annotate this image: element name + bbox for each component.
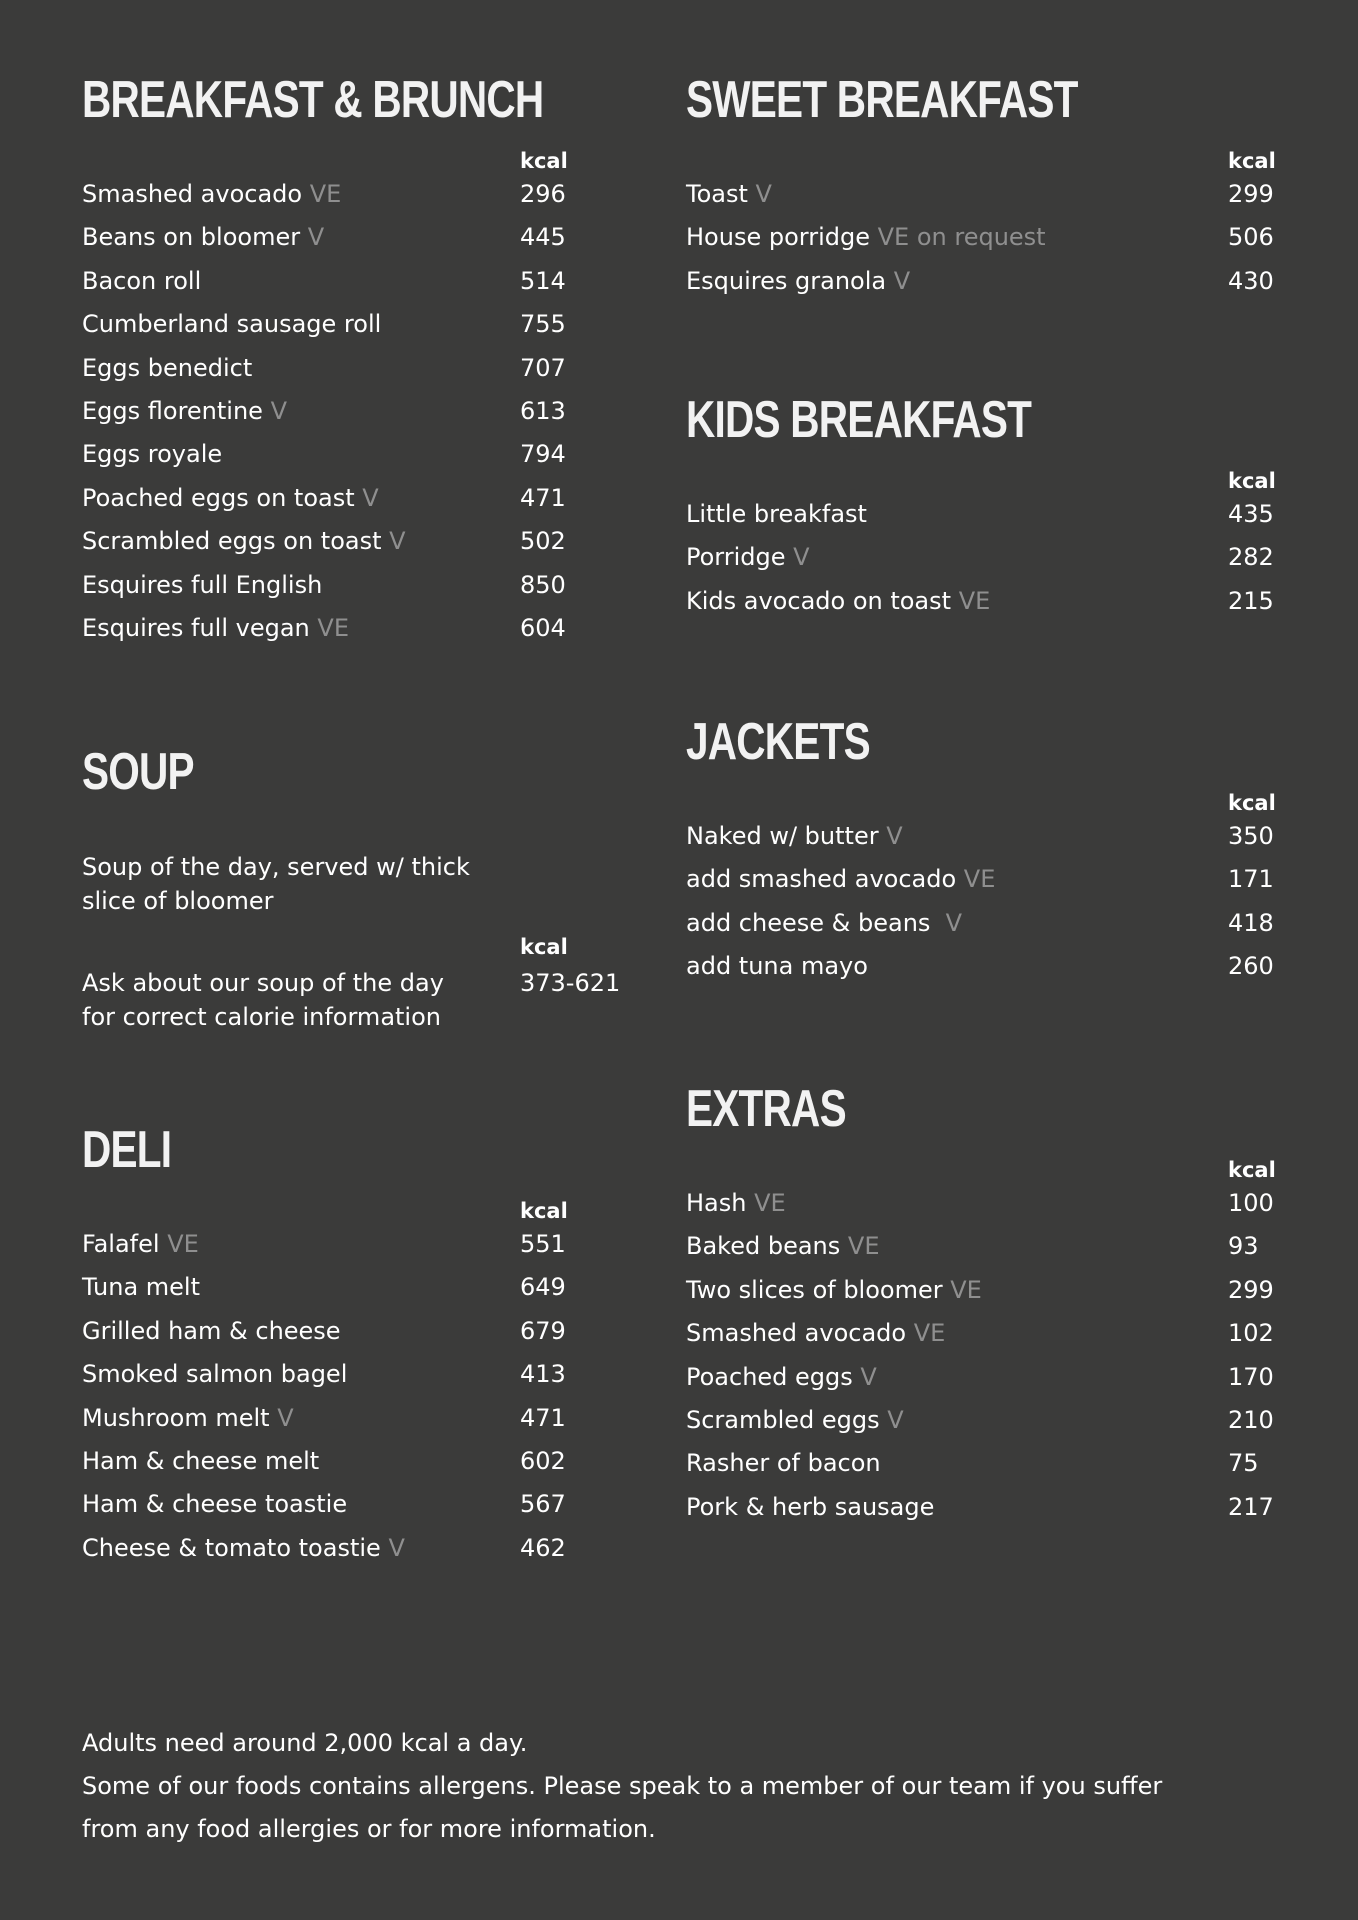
allergen-note-line1: Some of our foods contains allergens. Please speak to a member of our team if you suffer	[82, 1772, 1163, 1800]
menu-item-name	[82, 1441, 319, 1481]
menu-item-row	[82, 521, 640, 561]
item-name-text: Eggs florentine	[82, 397, 263, 425]
menu-item-name	[82, 304, 381, 344]
diet-tag: V	[277, 1403, 294, 1432]
menu-item-row	[686, 1357, 1348, 1397]
item-name-text: Beans on bloomer	[82, 223, 301, 252]
item-name-text: Naked w/ butter	[686, 822, 879, 850]
menu-item-row	[686, 537, 1348, 577]
menu-item-kcal: 604	[520, 614, 566, 642]
diet-tag: V	[793, 543, 810, 572]
deli-section	[82, 1120, 642, 1580]
menu-item-row	[82, 608, 640, 648]
diet-tag: V	[887, 1406, 904, 1434]
menu-item-kcal: 299	[1228, 1275, 1274, 1304]
menu-item-kcal: 707	[520, 353, 566, 382]
menu-item-row	[686, 174, 1348, 214]
kcal-column-header: kcal	[1228, 1158, 1276, 1182]
item-name-text: Porridge	[686, 543, 786, 572]
sweet-breakfast-section	[686, 70, 1286, 310]
menu-item-kcal: 210	[1228, 1406, 1274, 1434]
menu-item-name	[686, 1357, 877, 1397]
daily-kcal-note: Adults need around 2,000 kcal a day.	[82, 1729, 528, 1757]
menu-item-row	[82, 1267, 640, 1307]
item-name-text: Ham & cheese toastie	[82, 1490, 348, 1519]
menu-item-row	[82, 1354, 640, 1394]
menu-item-kcal: 567	[520, 1490, 566, 1519]
menu-item-kcal: 506	[1228, 223, 1274, 252]
item-name-text: Poached eggs on toast	[82, 483, 355, 512]
menu-item-kcal: 296	[520, 180, 566, 208]
menu-item-kcal: 613	[520, 397, 566, 425]
menu-item-row	[686, 1400, 1348, 1440]
item-name-text: Toast	[686, 180, 748, 208]
menu-item-name	[82, 1398, 294, 1438]
section-title: DELI	[82, 1121, 172, 1179]
menu-item-name	[82, 348, 252, 388]
jackets-section	[686, 712, 1286, 1002]
menu-item-row	[686, 1183, 1348, 1223]
menu-item-name	[686, 581, 990, 621]
menu-item-row	[686, 217, 1348, 257]
menu-item-name	[82, 1484, 347, 1524]
item-name-text: Cumberland sausage roll	[82, 310, 382, 339]
menu-item-row	[82, 348, 640, 388]
menu-item-kcal: 502	[520, 527, 566, 556]
item-name-text: Kids avocado on toast	[686, 586, 952, 615]
kcal-column-header: kcal	[520, 149, 568, 173]
menu-item-name	[686, 261, 910, 301]
item-name-text: Esquires full English	[82, 570, 323, 599]
menu-item-name	[82, 608, 349, 648]
menu-item-kcal: 551	[520, 1230, 566, 1258]
menu-item-kcal: 217	[1228, 1492, 1274, 1521]
item-name-text: Scrambled eggs	[686, 1406, 880, 1434]
diet-tag: VE	[847, 1232, 880, 1261]
menu-item-name	[686, 537, 810, 577]
allergen-note-line2: from any food allergies or for more information.	[82, 1815, 656, 1843]
item-name-text: Eggs royale	[82, 440, 223, 469]
menu-item-name	[686, 946, 868, 986]
menu-item-kcal: 170	[1228, 1362, 1274, 1391]
menu-item-kcal: 350	[1228, 822, 1274, 850]
menu-item-name	[686, 1487, 934, 1527]
kcal-column-header: kcal	[1228, 469, 1276, 493]
diet-tag: VE	[950, 1275, 982, 1304]
menu-item-kcal: 430	[1228, 266, 1274, 295]
diet-tag: VE	[913, 1319, 946, 1348]
item-name-text: Eggs benedict	[82, 353, 253, 382]
item-name-text: Two slices of bloomer	[686, 1275, 943, 1304]
menu-item-row	[82, 261, 640, 301]
menu-item-row	[82, 304, 640, 344]
menu-item-kcal: 514	[520, 266, 566, 295]
kids-breakfast-section	[686, 390, 1286, 630]
item-name-text: Falafel	[82, 1230, 160, 1258]
menu-item-kcal: 171	[1228, 865, 1274, 894]
menu-item-name	[686, 859, 995, 899]
section-title: EXTRAS	[686, 1080, 846, 1138]
menu-item-name	[82, 391, 287, 431]
menu-item-kcal: 93	[1228, 1232, 1259, 1261]
menu-item-row	[82, 217, 640, 257]
diet-tag: VE	[754, 1189, 786, 1217]
menu-item-name	[82, 1528, 405, 1568]
item-name-text: Rasher of bacon	[686, 1449, 881, 1478]
menu-item-name	[686, 1443, 881, 1483]
kcal-column-header: kcal	[1228, 791, 1276, 815]
menu-item-row	[82, 1484, 640, 1524]
menu-item-row	[82, 1528, 640, 1568]
menu-item-row	[82, 1441, 640, 1481]
item-name-text: Esquires full vegan	[82, 614, 310, 642]
menu-item-row	[686, 581, 1348, 621]
menu-item-name	[686, 217, 1046, 257]
soup-calorie-info: Ask about our soup of the day for correct calorie information	[82, 969, 444, 1031]
diet-tag: VE	[317, 614, 349, 642]
menu-item-kcal: 102	[1228, 1319, 1274, 1348]
menu-item-kcal: 445	[520, 223, 566, 252]
item-name-text: Esquires granola	[686, 266, 887, 295]
kcal-column-header: kcal	[1228, 149, 1276, 173]
menu-item-row	[686, 1487, 1348, 1527]
menu-item-name	[82, 1267, 200, 1307]
section-title: BREAKFAST & BRUNCH	[82, 71, 544, 129]
menu-item-name	[82, 174, 341, 214]
item-name-text: add smashed avocado	[686, 865, 957, 894]
item-name-text: House porridge	[686, 223, 870, 252]
diet-tag: VE	[963, 865, 996, 894]
menu-item-name	[686, 1270, 982, 1310]
menu-item-kcal: 850	[520, 570, 566, 599]
menu-item-name	[82, 565, 322, 605]
menu-item-row	[82, 478, 640, 518]
diet-tag: V	[270, 397, 287, 425]
item-name-text: Hash	[686, 1189, 747, 1217]
menu-item-name	[686, 1226, 880, 1266]
item-name-text: Poached eggs	[686, 1362, 853, 1391]
item-name-text: Mushroom melt	[82, 1403, 270, 1432]
diet-tag: VE	[309, 180, 342, 208]
menu-item-name	[82, 217, 324, 257]
item-name-text: add tuna mayo	[686, 952, 868, 981]
menu-item-name	[686, 1183, 786, 1223]
item-name-text: Grilled ham & cheese	[82, 1316, 341, 1345]
item-name-text: Cheese & tomato toastie	[82, 1533, 381, 1562]
menu-item-kcal: 794	[520, 440, 566, 469]
menu-item-kcal: 260	[1228, 952, 1274, 981]
menu-item-row	[686, 1270, 1348, 1310]
item-name-text: Smashed avocado	[82, 180, 303, 208]
diet-tag: V	[886, 822, 903, 850]
menu-item-name	[82, 1311, 341, 1351]
item-name-text: Scrambled eggs on toast	[82, 527, 382, 556]
menu-item-kcal: 649	[520, 1273, 566, 1302]
diet-tag: V	[307, 223, 325, 252]
menu-item-kcal: 471	[520, 483, 566, 512]
menu-item-kcal: 282	[1228, 543, 1274, 572]
menu-item-name	[686, 816, 903, 856]
menu-item-row	[686, 1443, 1348, 1483]
diet-tag: V	[893, 266, 911, 295]
menu-item-row	[82, 565, 640, 605]
menu-item-name	[686, 1400, 904, 1440]
menu-item-row	[82, 1224, 640, 1264]
item-name-text: Little breakfast	[686, 500, 867, 528]
menu-item-row	[686, 1313, 1348, 1353]
menu-item-row	[82, 391, 640, 431]
menu-item-row	[686, 946, 1348, 986]
menu-item-name	[686, 174, 772, 214]
item-name-text: Ham & cheese melt	[82, 1447, 320, 1475]
menu-item-name	[82, 434, 222, 474]
menu-item-kcal: 75	[1228, 1449, 1259, 1478]
menu-item-row	[686, 816, 1348, 856]
soup-description: Soup of the day, served w/ thick slice of bloomer	[82, 853, 470, 915]
item-name-text: Smashed avocado	[686, 1319, 907, 1348]
diet-tag: VE	[958, 586, 991, 615]
section-title: JACKETS	[686, 713, 870, 771]
menu-item-kcal: 602	[520, 1447, 566, 1475]
menu-item-kcal: 435	[1228, 500, 1274, 528]
menu-item-row	[686, 859, 1348, 899]
menu-item-kcal: 755	[520, 310, 566, 339]
menu-item-row	[82, 1311, 640, 1351]
menu-item-name	[82, 1224, 199, 1264]
item-name-text: add cheese & beans	[686, 908, 931, 937]
kcal-column-header: kcal	[520, 935, 568, 959]
diet-tag: V	[938, 908, 963, 937]
diet-tag: V	[362, 483, 379, 512]
menu-item-row	[686, 494, 1348, 534]
menu-item-kcal: 215	[1228, 586, 1274, 615]
menu-item-name	[82, 261, 201, 301]
breakfast-brunch-section	[82, 70, 642, 650]
footer-notice	[82, 1722, 1162, 1851]
menu-item-kcal: 418	[1228, 908, 1274, 937]
menu-item-kcal: 299	[1228, 180, 1274, 208]
item-name-text: Tuna melt	[82, 1273, 200, 1302]
diet-tag: VE on request	[877, 223, 1046, 252]
menu-item-kcal: 462	[520, 1533, 566, 1562]
menu-item-name	[686, 903, 962, 943]
menu-item-name	[82, 521, 406, 561]
menu-item-kcal: 100	[1228, 1189, 1274, 1217]
item-name-text: Bacon roll	[82, 266, 202, 295]
menu-item-row	[82, 1398, 640, 1438]
menu-item-kcal: 413	[520, 1360, 566, 1389]
item-name-text: Baked beans	[686, 1232, 841, 1261]
menu-item-row	[686, 261, 1348, 301]
kcal-column-header: kcal	[520, 1199, 568, 1223]
section-title: KIDS BREAKFAST	[686, 391, 1032, 449]
section-title: SWEET BREAKFAST	[686, 71, 1078, 129]
diet-tag: V	[755, 180, 772, 208]
item-name-text: Pork & herb sausage	[686, 1492, 935, 1521]
diet-tag: V	[860, 1362, 877, 1391]
extras-section	[686, 1079, 1286, 1539]
menu-item-name	[82, 478, 379, 518]
section-title: SOUP	[82, 743, 194, 801]
menu-item-kcal: 679	[520, 1316, 566, 1345]
item-name-text: Smoked salmon bagel	[82, 1360, 348, 1389]
menu-item-row	[686, 1226, 1348, 1266]
diet-tag: VE	[167, 1230, 199, 1258]
menu-item-row	[686, 903, 1348, 943]
menu-item-name	[82, 1354, 347, 1394]
soup-kcal-value: 373-621	[520, 969, 621, 997]
menu-item-row	[82, 174, 640, 214]
menu-item-kcal: 471	[520, 1403, 566, 1432]
menu-item-name	[686, 494, 867, 534]
menu-item-name	[686, 1313, 945, 1353]
menu-item-row	[82, 434, 640, 474]
diet-tag: V	[389, 527, 406, 556]
soup-section	[82, 742, 642, 1042]
diet-tag: V	[388, 1533, 405, 1562]
